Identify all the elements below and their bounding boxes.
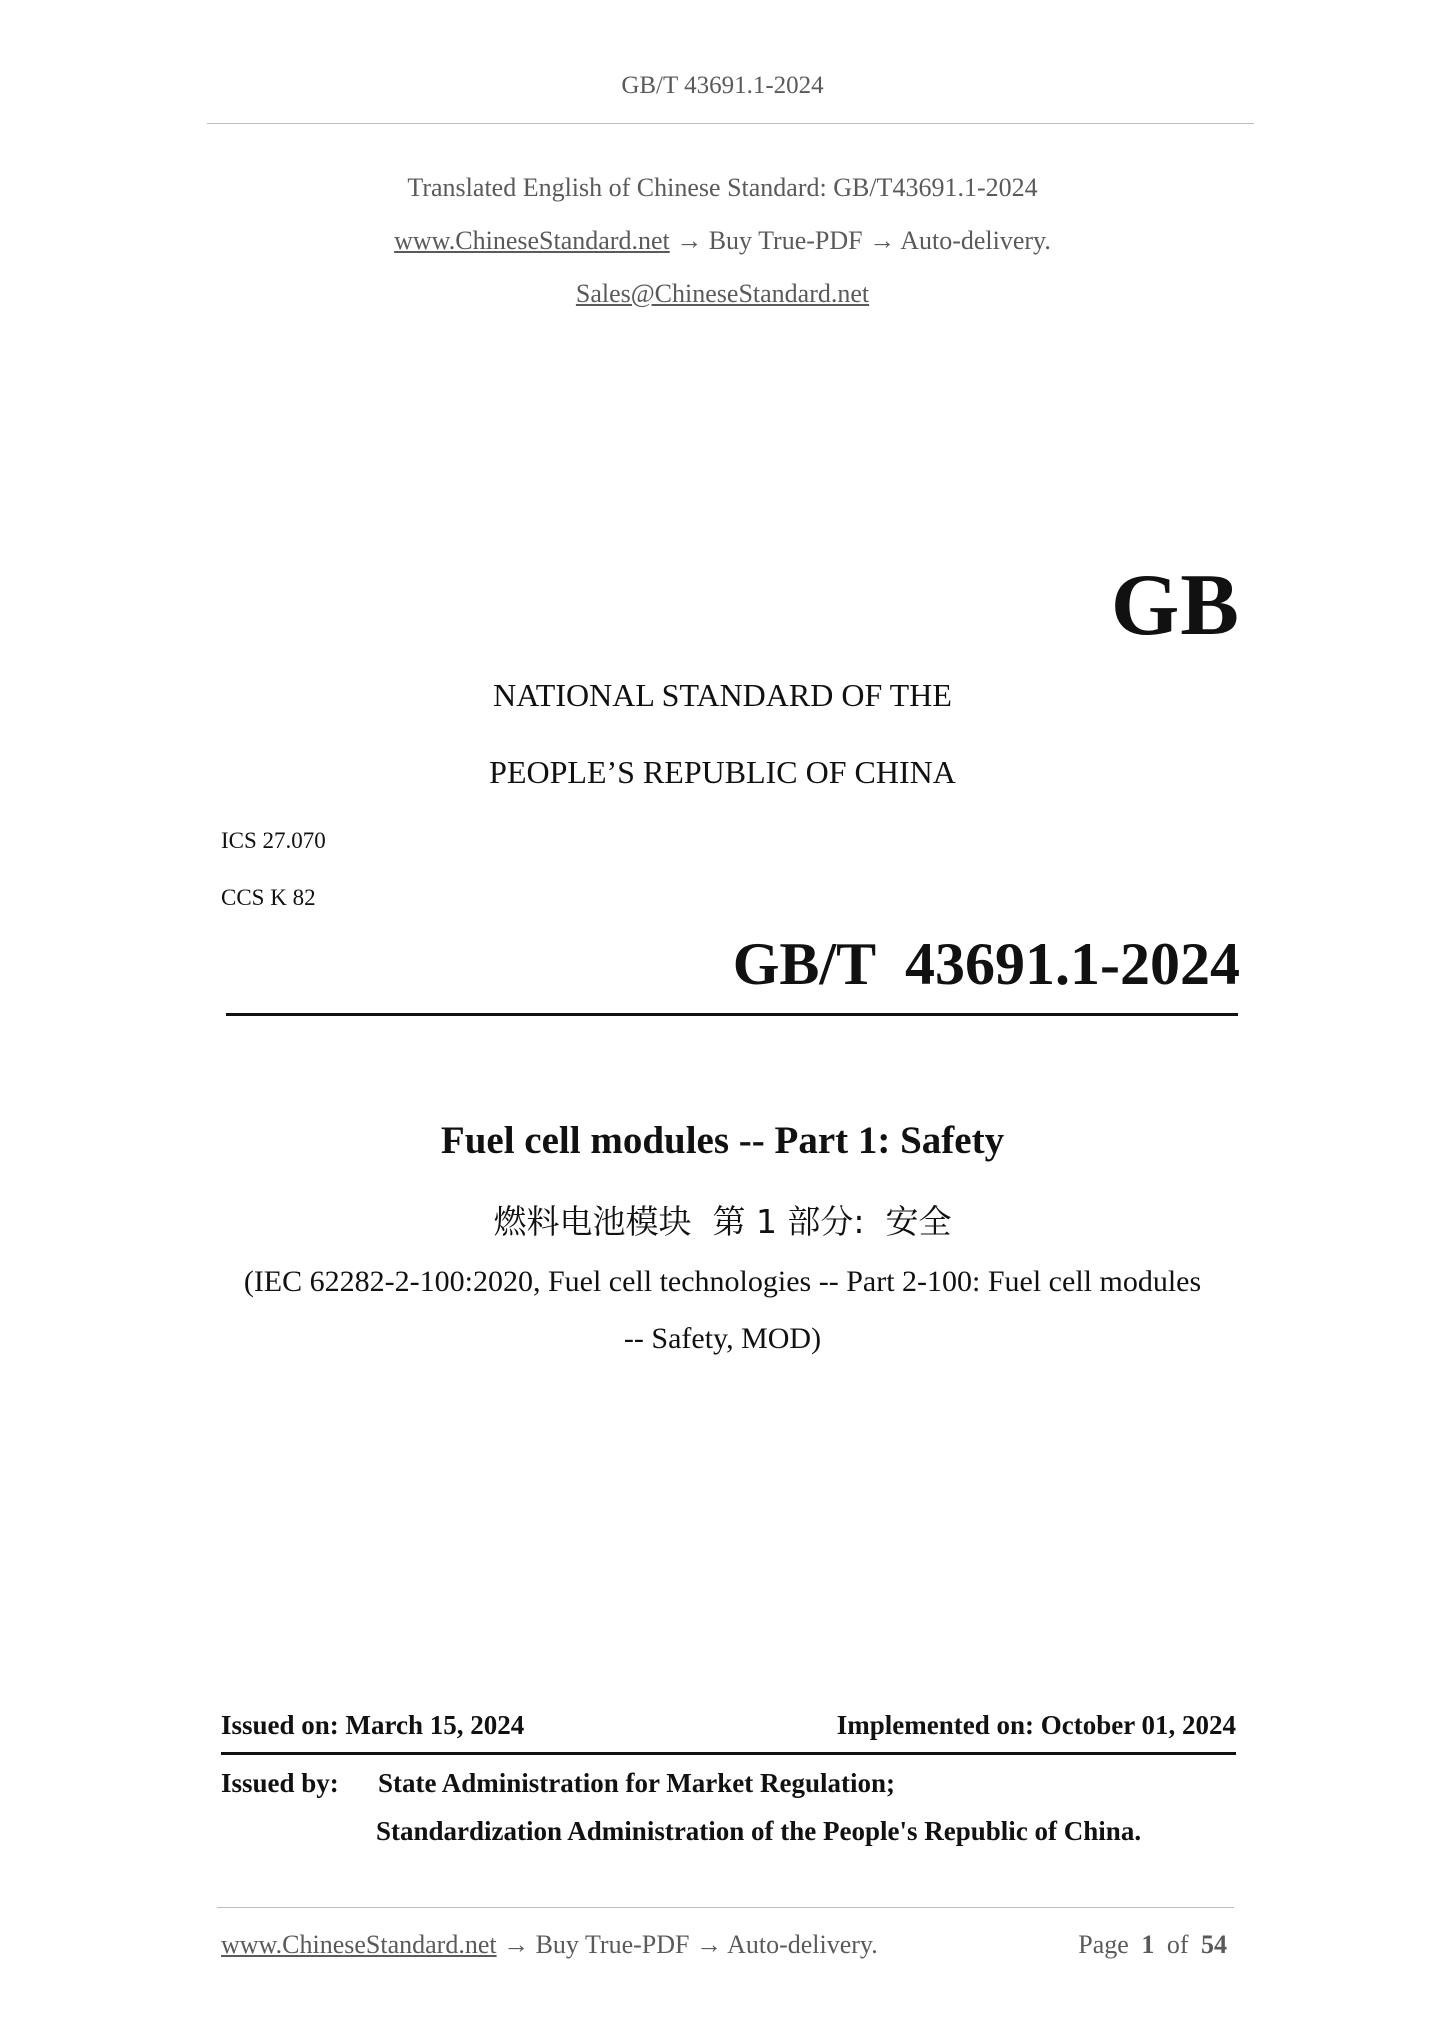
title-english: Fuel cell modules -- Part 1: Safety: [440, 1119, 1005, 1162]
implemented-on-date: Implemented on: October 01, 2024: [836, 1710, 1236, 1740]
issued-on-date: Issued on: March 15, 2024: [221, 1710, 525, 1740]
total-pages: 54: [1201, 1930, 1227, 1959]
translation-notice: Translated English of Chinese Standard: GB/T43691.1-2024: [407, 173, 1038, 202]
issuer-line1: State Administration for Market Regulation;: [378, 1768, 895, 1798]
national-standard-line1: NATIONAL STANDARD OF THE: [493, 677, 952, 713]
arrow-icon: →: [676, 226, 703, 255]
of-label: of: [1166, 1930, 1189, 1959]
footer-buy-text: Buy True-PDF: [535, 1930, 690, 1959]
ics-code: ICS 27.070: [221, 828, 326, 853]
national-standard-line2: PEOPLE’S REPUBLIC OF CHINA: [489, 754, 956, 790]
email-link[interactable]: Sales@ChineseStandard.net: [575, 279, 870, 308]
buy-text: Buy True-PDF: [708, 226, 863, 255]
arrow-icon: →: [503, 1930, 530, 1959]
arrow-icon: →: [696, 1930, 722, 1959]
promo-line: [0, 226, 1445, 256]
running-header: GB/T 43691.1-2024: [621, 72, 824, 99]
auto-delivery-text: Auto-delivery.: [900, 226, 1051, 255]
arrow-icon: →: [869, 226, 896, 255]
iec-reference-line1: (IEC 62282-2-100:2020, Fuel cell technologies -- Part 2-100: Fuel cell modules: [243, 1265, 1202, 1298]
footer-promo: [221, 1930, 878, 1960]
iec-reference-line2: -- Safety, MOD): [623, 1322, 822, 1355]
page-number: 1: [1141, 1930, 1155, 1959]
page-indicator: [1078, 1930, 1227, 1960]
email-row: [0, 279, 1445, 309]
ccs-code: CCS K 82: [221, 885, 316, 910]
footer-auto-delivery-text: Auto-delivery.: [727, 1930, 878, 1959]
gb-logo: GB: [1110, 557, 1240, 654]
standard-number-rule: [226, 1013, 1238, 1016]
footer-site-link[interactable]: www.ChineseStandard.net: [221, 1930, 497, 1959]
site-link[interactable]: www.ChineseStandard.net: [394, 226, 670, 255]
standard-number: GB/T 43691.1-2024: [732, 931, 1240, 997]
title-chinese: 燃料电池模块 第 1 部分: 安全: [493, 1202, 952, 1241]
issued-by-label: Issued by:: [221, 1768, 339, 1798]
page-label: Page: [1078, 1930, 1129, 1959]
footer-divider: [217, 1907, 1234, 1908]
dates-rule: [221, 1752, 1236, 1755]
header-divider: [207, 123, 1254, 124]
issuer-line2: Standardization Administration of the People's Republic of China.: [376, 1816, 1142, 1846]
